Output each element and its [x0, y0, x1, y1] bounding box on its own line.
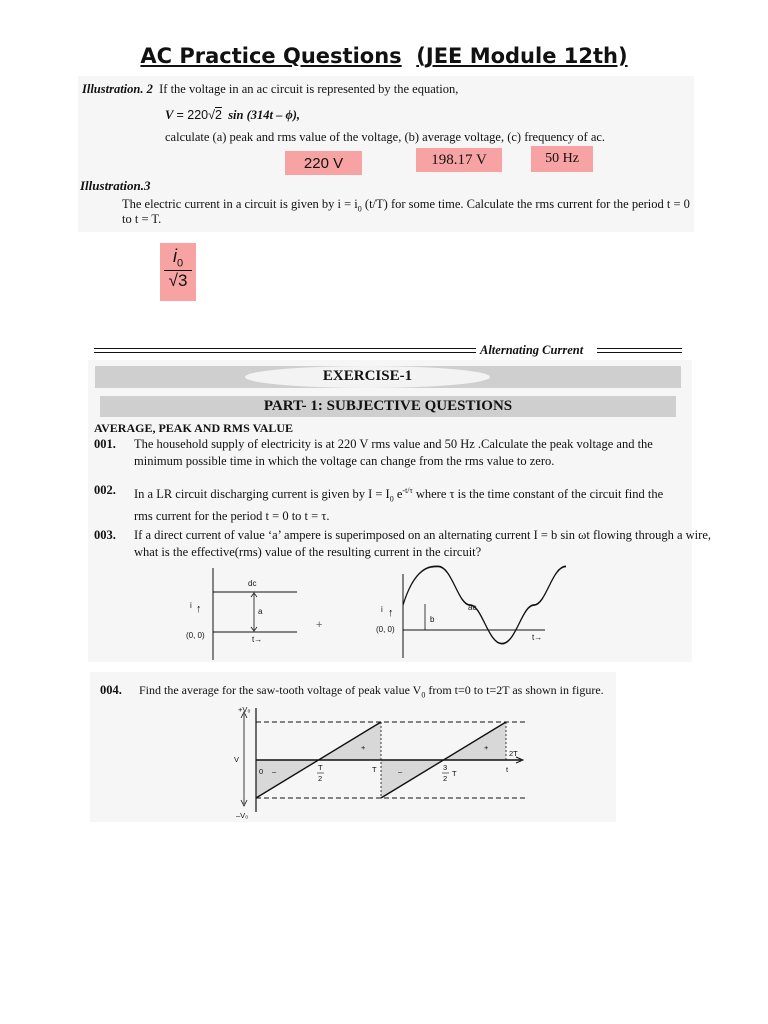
ac-up-arrow: ↑ — [388, 607, 394, 619]
section-header: Alternating Current — [480, 343, 584, 357]
answer-numerator — [160, 246, 196, 270]
q004-text — [139, 683, 604, 699]
label-plus-1: + — [361, 743, 366, 752]
dc-a-label: a — [258, 607, 263, 616]
ill2-label: Illustration. 2 — [82, 82, 153, 96]
dc-label: dc — [248, 579, 257, 588]
answer-peak-voltage: 220 V — [285, 151, 362, 175]
label-plus-v0: +V₀ — [238, 705, 251, 714]
ans-i: i — [172, 246, 177, 266]
dc-up-arrow: ↑ — [196, 603, 202, 615]
q003-figure — [170, 562, 570, 662]
label-zero: 0 — [259, 767, 264, 776]
q002-a: In a LR circuit discharging current is given by I = I — [134, 487, 390, 502]
eq-rest: sin (314t – ϕ), — [228, 108, 301, 122]
part-title: PART- 1: SUBJECTIVE QUESTIONS — [100, 396, 676, 417]
ill3-line2: to t = T. — [122, 212, 162, 226]
ill3-label: Illustration.3 — [80, 178, 151, 193]
label-three-half-den: 2 — [443, 774, 448, 783]
q001-line2: minimum possible time in which the voltage can change from the rms value to zero. — [134, 454, 555, 468]
ill3-line1 — [122, 197, 690, 214]
ill3-text-b: (t/T) for some time. Calculate the rms current for the period t = 0 — [364, 197, 690, 211]
q003-line2: what is the effective(rms) value of the resulting current in the circuit? — [134, 545, 482, 559]
q003-text — [134, 527, 711, 561]
dc-i-label: i — [190, 601, 192, 610]
section-rule-right — [597, 348, 682, 353]
label-2t: 2T — [509, 749, 518, 758]
label-plus-2: + — [484, 743, 489, 752]
label-minus-1: – — [272, 767, 277, 776]
ans-den: 3 — [177, 270, 188, 290]
q004-a: Find the average for the saw-tooth voltage of peak value V — [139, 683, 422, 697]
ans-sub: 0 — [176, 257, 184, 270]
ill2-line — [82, 82, 458, 97]
label-minus-v0: –V₀ — [236, 811, 249, 820]
q002-sup: -t/τ — [402, 486, 413, 495]
q001-number: 001. — [94, 437, 116, 451]
q002-line1 — [134, 482, 663, 508]
label-t: T — [372, 765, 377, 774]
q004-sub: 0 — [421, 690, 426, 700]
answer-denominator: √3 — [168, 270, 188, 290]
ac-label: ac — [468, 603, 477, 612]
q003-line1: If a direct current of value ‘a’ ampere is superimposed on an alternating current I = b sin ωt flowing through a wire, — [134, 528, 711, 542]
q002-number: 002. — [94, 483, 116, 497]
q002-text — [134, 482, 663, 525]
q004-b: from t=0 to t=2T as shown in figure. — [425, 683, 604, 697]
q004-number: 004. — [100, 683, 122, 697]
ac-i-label: i — [381, 605, 383, 614]
ac-b-label: b — [430, 615, 435, 624]
ill3-sub: 0 — [357, 204, 362, 214]
dc-t-label: t→ — [252, 635, 263, 644]
ill2-question: calculate (a) peak and rms value of the voltage, (b) average voltage, (c) frequency of ac. — [165, 130, 606, 144]
answer-frequency: 50 Hz — [531, 146, 593, 172]
label-t-half-den: 2 — [318, 774, 323, 783]
q001-line1: The household supply of electricity is at 220 V rms value and 50 Hz .Calculate the peak voltage and the — [134, 437, 653, 451]
dc-origin: (0, 0) — [186, 631, 205, 640]
eq-coef: = 220 — [176, 108, 209, 122]
page-title-main: AC Practice Questions — [140, 44, 402, 68]
ill2-equation: V = 220√2 sin (314t – ϕ), — [165, 108, 301, 122]
q002-line2: rms current for the period t = 0 to t = τ. — [134, 508, 330, 523]
q001-text — [134, 436, 653, 470]
q004-figure — [226, 704, 536, 820]
answer-rms-current — [160, 243, 196, 301]
ill2-intro: If the voltage in an ac circuit is represented by the equation, — [159, 82, 459, 96]
eq-root: 2 — [214, 108, 222, 122]
ac-origin: (0, 0) — [376, 625, 395, 634]
q002-sub: 0 — [389, 494, 394, 504]
plus-sign: + — [316, 619, 323, 631]
page-title — [0, 44, 768, 68]
eq-lhs: V — [165, 108, 174, 122]
label-t-half-num: T — [318, 763, 323, 772]
section-rule-left — [94, 348, 476, 353]
ill3-text-a: The electric current in a circuit is given by i = i — [122, 197, 358, 211]
label-v: V — [234, 755, 240, 764]
subheading: AVERAGE, PEAK AND RMS VALUE — [94, 421, 294, 435]
label-three-half-num: 3 — [443, 763, 448, 772]
exercise-title: EXERCISE-1 — [322, 368, 413, 384]
q003-number: 003. — [94, 528, 116, 542]
label-three-half-t: T — [452, 769, 457, 778]
q002-b: e — [393, 487, 403, 502]
page-title-sub: (JEE Module 12th) — [416, 44, 628, 68]
label-time: t — [506, 765, 509, 774]
label-minus-2: – — [398, 767, 403, 776]
ac-t-label: t→ — [532, 633, 543, 642]
q002-c: where τ is the time constant of the circuit find the — [412, 487, 664, 502]
answer-rms-voltage: 198.17 V — [416, 148, 502, 172]
